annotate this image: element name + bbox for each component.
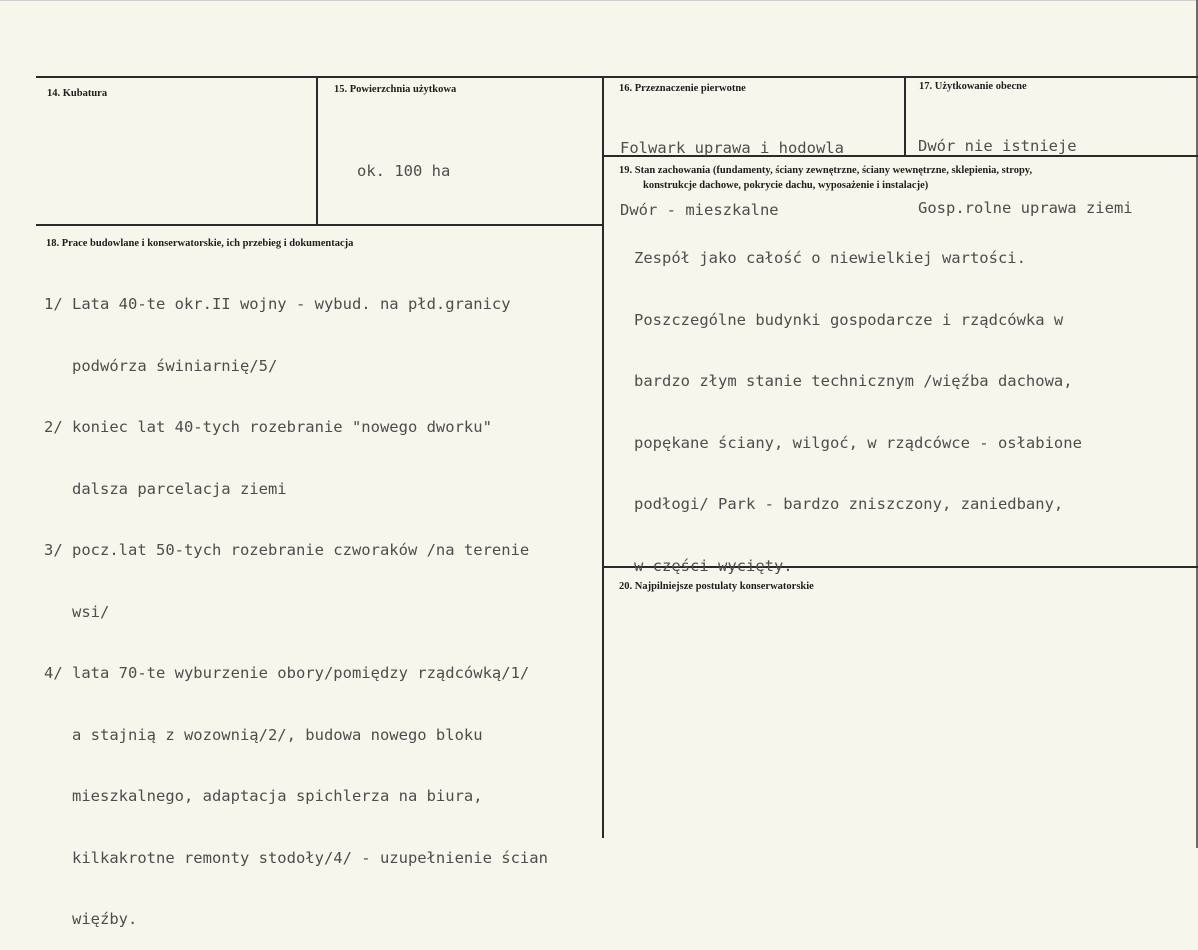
field-15-label: 15. Powierzchnia użytkowa xyxy=(334,84,457,95)
scan-top-edge xyxy=(0,0,1198,1)
field-19-line: w części wycięty. xyxy=(634,556,793,575)
field-18-line: 2/ koniec lat 40-tych rozebranie "nowego dworku" xyxy=(44,418,492,436)
field-17-line: Gosp.rolne uprawa ziemi xyxy=(918,198,1133,217)
form-top-border xyxy=(36,76,1198,78)
field-17-line: Dwór nie istnieje xyxy=(918,137,1077,155)
field-19-line: Zespół jako całość o niewielkiej wartości. xyxy=(634,249,1026,267)
divider-16-17 xyxy=(904,76,906,156)
divider-14-15 xyxy=(316,76,318,225)
field-18-line: więźby. xyxy=(44,910,138,928)
field-14-label: 14. Kubatura xyxy=(47,88,108,99)
field-19-line: popękane ściany, wilgoć, w rządcówce - osłabione xyxy=(634,433,1082,452)
field-16-line: Dwór - mieszkalne xyxy=(620,200,779,219)
field-19-label-line1: 19. Stan zachowania (fundamenty, ściany zewnętrzne, ściany wewnętrzne, sklepienia, stropy, xyxy=(619,165,1033,176)
divider-left-right xyxy=(602,76,604,838)
field-18-line: a stajnią z wozownią/2/, budowa nowego bloku xyxy=(44,725,483,744)
field-18-value xyxy=(44,253,548,950)
field-16-label: 16. Przeznaczenie pierwotne xyxy=(619,83,746,94)
field-19-value xyxy=(634,207,1082,597)
field-18-line: wsi/ xyxy=(44,602,110,621)
field-18-line: 1/ Lata 40-te okr.II wojny - wybud. na płd.granicy xyxy=(44,295,511,313)
field-15-line: ok. 100 ha xyxy=(357,162,451,180)
field-18-line: 3/ pocz.lat 50-tych rozebranie czworaków /na terenie xyxy=(44,541,530,559)
field-19-line: Poszczególne budynki gospodarcze i rządcówka w xyxy=(634,310,1064,329)
field-15-value xyxy=(357,120,450,202)
divider-above-18 xyxy=(36,224,603,226)
field-19-line: bardzo złym stanie technicznym /więźba dachowa, xyxy=(634,372,1073,390)
field-19-line: podłogi/ Park - bardzo zniszczony, zaniedbany, xyxy=(634,495,1064,513)
field-19-label-line2: konstrukcje dachowe, pokrycie dachu, wyposażenie i instalacje) xyxy=(643,180,929,191)
field-17-label: 17. Użytkowanie obecne xyxy=(919,81,1027,92)
field-18-label: 18. Prace budowlane i konserwatorskie, ich przebieg i dokumentacja xyxy=(46,238,354,249)
field-20-label: 20. Najpilniejsze postulaty konserwatorskie xyxy=(619,581,814,592)
field-18-line: kilkakrotne remonty stodoły/4/ - uzupełnienie ścian xyxy=(44,848,548,867)
field-18-line: podwórza świniarnię/5/ xyxy=(44,356,278,375)
field-18-line: dalsza parcelacja ziemi xyxy=(44,479,287,498)
field-18-line: mieszkalnego, adaptacja spichlerza na biura, xyxy=(44,787,483,805)
field-16-line: Folwark uprawa i hodowla xyxy=(620,139,844,157)
field-18-line: 4/ lata 70-te wyburzenie obory/pomiędzy rządcówką/1/ xyxy=(44,664,530,682)
